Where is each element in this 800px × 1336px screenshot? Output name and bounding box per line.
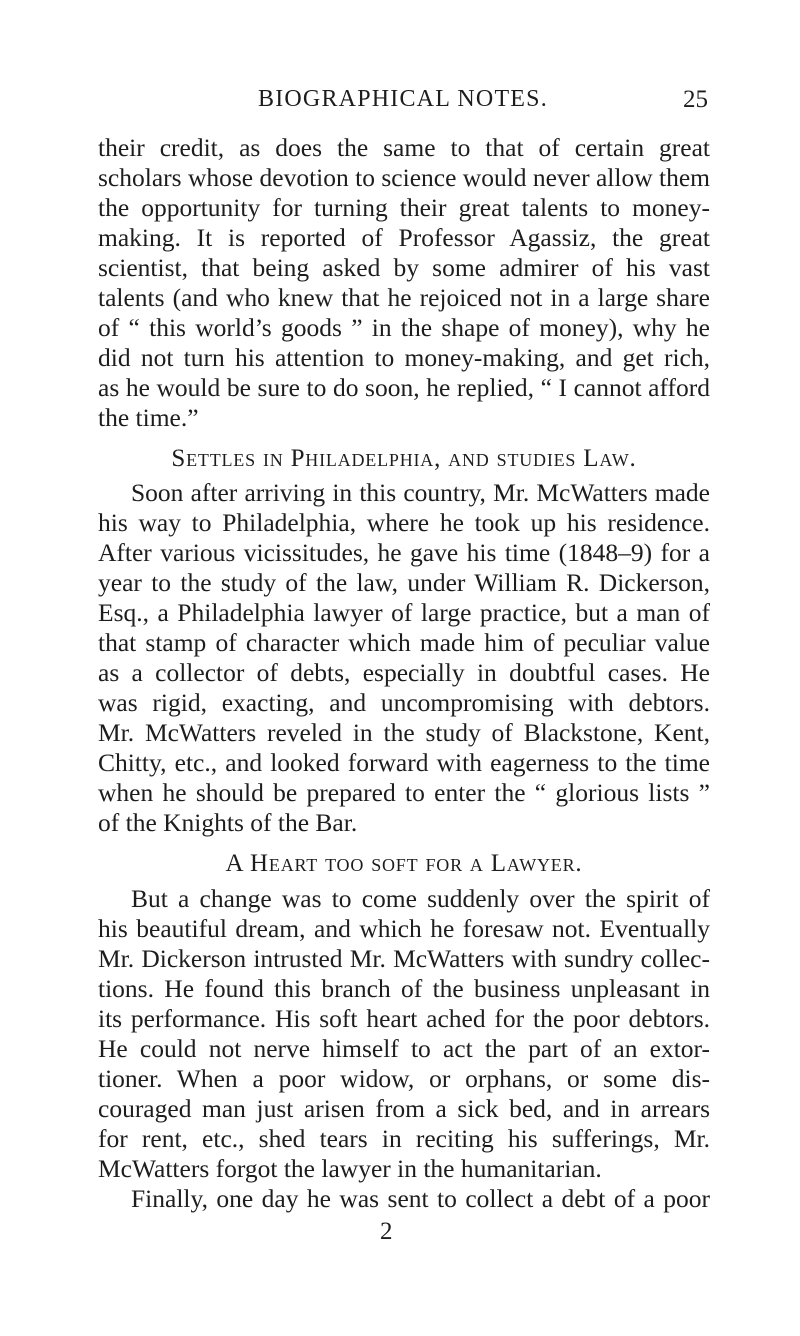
text-line: its performance. His soft heart ached for the poor debtors. [98, 1004, 710, 1033]
running-head [258, 86, 708, 118]
text-line: After various vicissitudes, he gave his time (1848–9) for a [98, 538, 710, 567]
text-line: talents (and who knew that he rejoiced not in a large share [98, 283, 710, 312]
text-line: Soon after arriving in this country, Mr. McWatters made [131, 478, 710, 507]
text-line: year to the study of the law, under William R. Dickerson, [98, 568, 710, 597]
page-number: 25 [683, 86, 708, 113]
text-line: of “ this world’s goods ” in the shape of money), why he [98, 313, 710, 342]
text-line: the opportunity for turning their great talents to money- [98, 193, 710, 222]
text-line: his way to Philadelphia, where he took up his residence. [98, 508, 710, 537]
text-line: did not turn his attention to money-making, and get rich, [98, 343, 710, 372]
text-line: couraged man just arisen from a sick bed, and in arrears [98, 1094, 710, 1123]
text-line: Esq., a Philadelphia lawyer of large practice, but a man of [98, 598, 710, 627]
paragraph-philadelphia [98, 478, 710, 838]
text-line: Finally, one day he was sent to collect a debt of a poor [131, 1184, 710, 1213]
text-line: McWatters forgot the lawyer in the humanitarian. [98, 1154, 602, 1183]
text-line: scholars whose devotion to science would never allow them [98, 163, 710, 192]
running-title: BIOGRAPHICAL NOTES. [258, 86, 548, 112]
text-line: the time.” [98, 403, 199, 432]
text-line: tions. He found this branch of the business unpleasant in [98, 974, 710, 1003]
text-line: scientist, that being asked by some admirer of his vast [98, 253, 710, 282]
text-line: making. It is reported of Professor Agassiz, the great [98, 223, 710, 252]
text-line: as a collector of debts, especially in doubtful cases. He [98, 658, 710, 687]
text-line: as he would be sure to do soon, he replied, “ I cannot afford [98, 373, 710, 402]
paragraph-agassiz [98, 133, 710, 433]
text-line: He could not nerve himself to act the part of an extor- [98, 1034, 710, 1063]
text-line: Mr. Dickerson intrusted Mr. McWatters with sundry collec- [98, 944, 710, 973]
text-line: when he should be prepared to enter the “ glorious lists ” [98, 778, 710, 807]
text-line: of the Knights of the Bar. [98, 808, 358, 837]
paragraph-heart [98, 884, 710, 1214]
text-line: Mr. McWatters reveled in the study of Blackstone, Kent, [98, 718, 710, 747]
text-line: was rigid, exacting, and uncompromising with debtors. [98, 688, 710, 717]
text-line: that stamp of character which made him of peculiar value [98, 628, 710, 657]
section-heading-philadelphia: Settles in Philadelphia, and studies Law. [171, 445, 637, 472]
text-line: their credit, as does the same to that of certain great [98, 133, 710, 162]
text-line: But a change was to come suddenly over the spirit of [131, 884, 710, 913]
text-line: his beautiful dream, and which he foresaw not. Eventually [98, 914, 710, 943]
text-line: Chitty, etc., and looked forward with eagerness to the time [98, 748, 710, 777]
section-heading-heart: A Heart too soft for a Lawyer. [225, 850, 583, 877]
text-line: for rent, etc., shed tears in reciting his sufferings, Mr. [98, 1124, 710, 1153]
signature-mark: 2 [380, 1218, 393, 1245]
text-line: tioner. When a poor widow, or orphans, or some dis- [98, 1064, 710, 1093]
